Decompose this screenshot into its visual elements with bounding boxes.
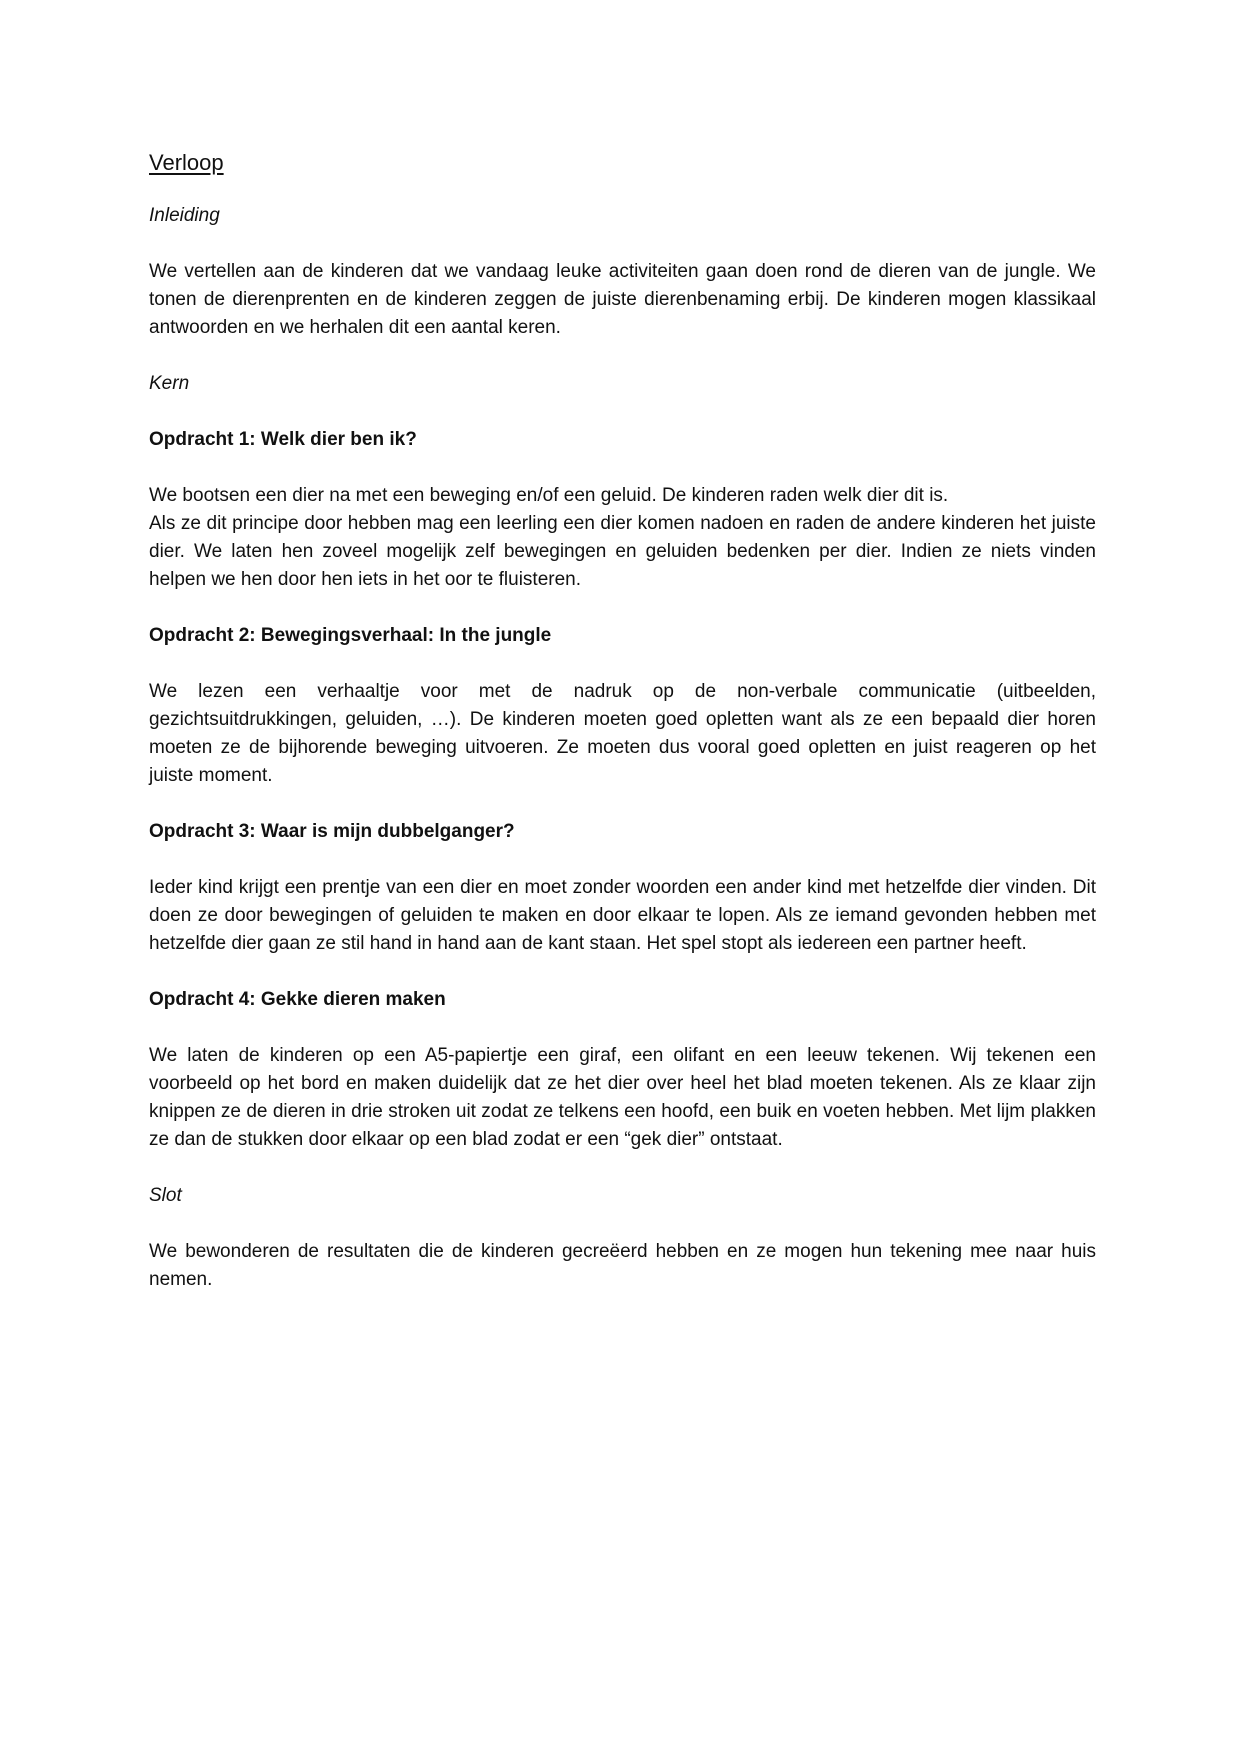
task-1 — [149, 426, 1096, 594]
task-3-heading: Opdracht 3: Waar is mijn dubbelganger? — [149, 821, 515, 842]
task-3-paragraph-1: Ieder kind krijgt een prentje van een dier en moet zonder woorden een ander kind met hetzelfde dier vinden. Dit doen ze door bewegingen of geluiden te maken en door elkaar te lopen. Als ze iemand gevonden hebben met hetzelfde dier gaan ze stil hand in hand aan de kant staan. Het spel stopt als iedereen een partner heeft. — [149, 877, 1096, 954]
task-2-heading: Opdracht 2: Bewegingsverhaal: In the jungle — [149, 625, 552, 646]
task-4-heading: Opdracht 4: Gekke dieren maken — [149, 989, 446, 1010]
document-title: Verloop — [149, 150, 224, 175]
closing-paragraph: We bewonderen de resultaten die de kinderen gecreëerd hebben en ze mogen hun tekening mee naar huis nemen. — [149, 1241, 1096, 1290]
task-3 — [149, 818, 1096, 958]
task-4 — [149, 986, 1096, 1154]
intro-heading: Inleiding — [149, 205, 220, 226]
task-2-paragraph-1: We lezen een verhaaltje voor met de nadruk op de non-verbale communicatie (uitbeelden, gezichtsuitdrukkingen, geluiden, …). De kinderen moeten goed opletten want als ze een bepaald dier horen moeten ze de bijhorende beweging uitvoeren. Ze moeten dus vooral goed opletten en juist reageren op het juiste moment. — [149, 681, 1096, 786]
intro-paragraph: We vertellen aan de kinderen dat we vandaag leuke activiteiten gaan doen rond de dieren van de jungle. We tonen de dierenprenten en de kinderen zeggen de juiste dierenbenaming erbij. De kinderen mogen klassikaal antwoorden en we herhalen dit een aantal keren. — [149, 261, 1096, 338]
task-1-paragraph-2: Als ze dit principe door hebben mag een leerling een dier komen nadoen en raden de andere kinderen het juiste dier. We laten hen zoveel mogelijk zelf bewegingen en geluiden bedenken per dier. Indien ze niets vinden helpen we hen door hen iets in het oor te fluisteren. — [149, 513, 1096, 590]
closing-heading: Slot — [149, 1185, 182, 1206]
task-2 — [149, 622, 1096, 790]
task-1-heading: Opdracht 1: Welk dier ben ik? — [149, 429, 417, 450]
core-heading: Kern — [149, 373, 190, 394]
document-page — [149, 148, 1096, 1322]
task-4-paragraph-1: We laten de kinderen op een A5-papiertje een giraf, een olifant en een leeuw tekenen. Wij tekenen een voorbeeld op het bord en maken duidelijk dat ze het dier over heel het blad moeten tekenen. Als ze klaar zijn knippen ze de dieren in drie stroken uit zodat ze telkens een hoofd, een buik en voeten hebben. Met lijm plakken ze dan de stukken door elkaar op een blad zodat er een “gek dier” ontstaat. — [149, 1045, 1096, 1150]
task-1-paragraph-1: We bootsen een dier na met een beweging en/of een geluid. De kinderen raden welk dier dit is. — [149, 485, 949, 506]
